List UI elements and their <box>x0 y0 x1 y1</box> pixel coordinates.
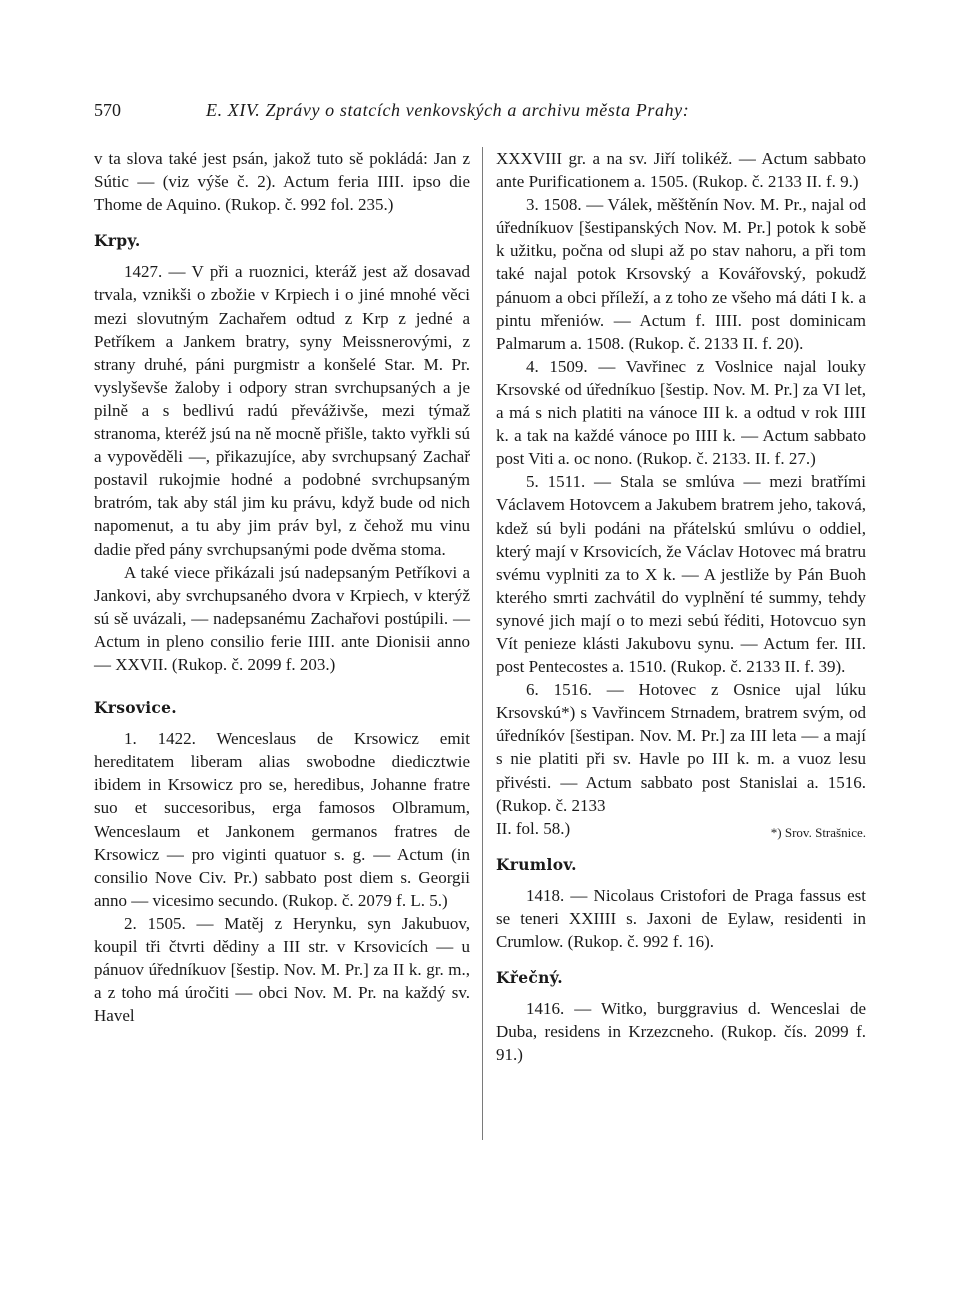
footnote-line <box>496 817 866 840</box>
column-divider <box>482 147 483 1140</box>
paragraph: 1427. — V při a ruoznici, kteráž jest až dosavad trvala, vznikši o zbožie v Krpiech i o jiné mnohé věci mezi slovutným Zachařem odtud z Krp z jedné a Petříkem a Jankem bratry, syny Meissnerovými, z strany druhé, páni purgmistr a konšelé Star. M. Pr. vyslyševše žaloby i odpory stran svrchupsaných a je pilně a s bedlivú radú převáživše, mezi týmaž stranoma, kteréž jsú na ně mocně přišle, takto vyřkli sú a vypověděli —, přikazujíce, aby svrchupsaný Zachař postavil rukojmie hodné a podobné svrchupsaným bratróm, tak aby stál jim ku právu, když bude od nich napomenut, a tu aby jim práv byl, z čehož mu vinu dadie před pány svrchupsanými pode dvěma stoma. <box>94 262 470 559</box>
paragraph: v ta slova také jest psán, jakož tuto sě pokládá: Jan z Sútic — (viz výše č. 2). Actum feria IIII. ipso die Thome de Aquino. (Rukop. č. 992 fol. 235.) <box>94 149 470 215</box>
paragraph: 4. 1509. — Vavřinec z Voslnice najal louky Krsovské od úředníkuo [šestip. Nov. M. Pr.] za VI let, a má s nich platiti na vánoce III k. a odtud v rok IIII k. a tak na každé vánoce po IIII k. — Actum sabbato post Viti a. oc nono. (Rukop. č. 2133. II. f. 27.) <box>496 356 866 469</box>
page-header <box>94 100 870 130</box>
running-title: E. XIV. Zprávy o statcích venkovských a archivu města Prahy: <box>206 100 690 120</box>
left-column <box>94 147 470 1027</box>
paragraph-end: II. fol. 58.) <box>496 818 571 838</box>
paragraph: 5. 1511. — Stala se smlúva — mezi bratřími Václavem Hotovcem a Jakubem bratrem jeho, taková, kdež sú byli podáni na přátelskú smlúvu o oddiel, který mají v Krsovicích, že Václav Hotovec má bratru svému vyplniti za to X k. — A jestliže by Pán Buoh kterého smrti zachvátil do vyplnění té summy, tehdy synové jich mají o to mezi sebú řéditi, Hotovcuo syn Vít penieze klásti Jakubovu synu. — Actum fer. III. post Pentecostes a. 1510. (Rukop. č. 2133 II. f. 39). <box>496 472 866 677</box>
section-heading-krpy: Krpy. <box>94 231 141 251</box>
right-column <box>496 147 866 1067</box>
paragraph: 3. 1508. — Válek, měštěnín Nov. M. Pr., najal od úředníkuov [šestipanských Nov. M. Pr.] potok k sobě k užitku, počna od slupi až po stav nahoru, a při tom také najal potok Krsovský a Kovářovský, pokudž pánuom a obci příleží, a z toho ze všeho má dáti I k. a pintu mřeniów. — Actum f. IIII. post dominicam Palmarum a. 1508. (Rukop. č. 2133 II. f. 20). <box>496 195 866 353</box>
paragraph: 1416. — Witko, burggravius d. Wenceslai de Duba, residens in Krzezcneho. (Rukop. čís. 2099 f. 91.) <box>496 999 866 1065</box>
paragraph: A také viece přikázali jsú nadepsaným Petříkovi a Jankovi, aby svrchupsaného dvora v Krpiech, v kterýž sú sě uvázali, — nadepsanému Zachařovi postúpili. — Actum in pleno consilio ferie IIII. ante Dionisii anno — XXVII. (Rukop. č. 2099 f. 203.) <box>94 562 470 674</box>
section-heading-krumlov: Krumlov. <box>496 854 577 874</box>
page-number: 570 <box>94 100 121 120</box>
paragraph: XXXVIII gr. a na sv. Jiří tolikéž. — Actum sabbato ante Purificationem a. 1505. (Rukop. č. 2133 II. f. 9.) <box>496 149 866 192</box>
paragraph: 1. 1422. Wenceslaus de Krsowicz emit hereditatem liberam alias swobodne diedicztwie ibidem in Krsowicz pro se, heredibus, Johanne fratre suo et succesoribus, erga famosos Olbramum, Wenceslaum et Jankonem germanos fratres de Krsowicz — pro viginti quatuor s. g. — Actum (in consilio Nove Civ. Pr.) sabbato post diem s. Georgii anno — vicesimo secundo. (Rukop. č. 2079 f. L. 5.) <box>94 729 470 910</box>
paragraph: 6. 1516. — Hotovec z Osnice ujal lúku Krsovskú*) s Vavřincem Strnadem, bratrem svým, od úředníkóv [šestipan. Nov. M. Pr.] za III leta — a mají s nie platiti při sv. Havle po III k. m. a vuoz lesu přivésti. — Actum sabbato post Stanislai a. 1516. (Rukop. č. 2133 <box>496 680 866 815</box>
footnote: *) Srov. Strašnice. <box>770 824 866 840</box>
paragraph: 1418. — Nicolaus Cristofori de Praga fassus est se teneri XXIIII s. Jaxoni de Eylaw, residenti in Crumlow. (Rukop. č. 992 f. 16). <box>496 885 866 952</box>
section-heading-krsovice: Krsovice. <box>94 698 177 718</box>
paragraph: 2. 1505. — Matěj z Herynku, syn Jakubuov, koupil tři čtvrti dědiny a III str. v Krsovicích — u pánuov úředníkuov [šestip. Nov. M. Pr.] za II k. gr. m., a z toho má úročiti — obci Nov. M. Pr. na každý sv. Havel <box>94 913 470 1026</box>
section-heading-krecny: Křečný. <box>496 968 563 988</box>
